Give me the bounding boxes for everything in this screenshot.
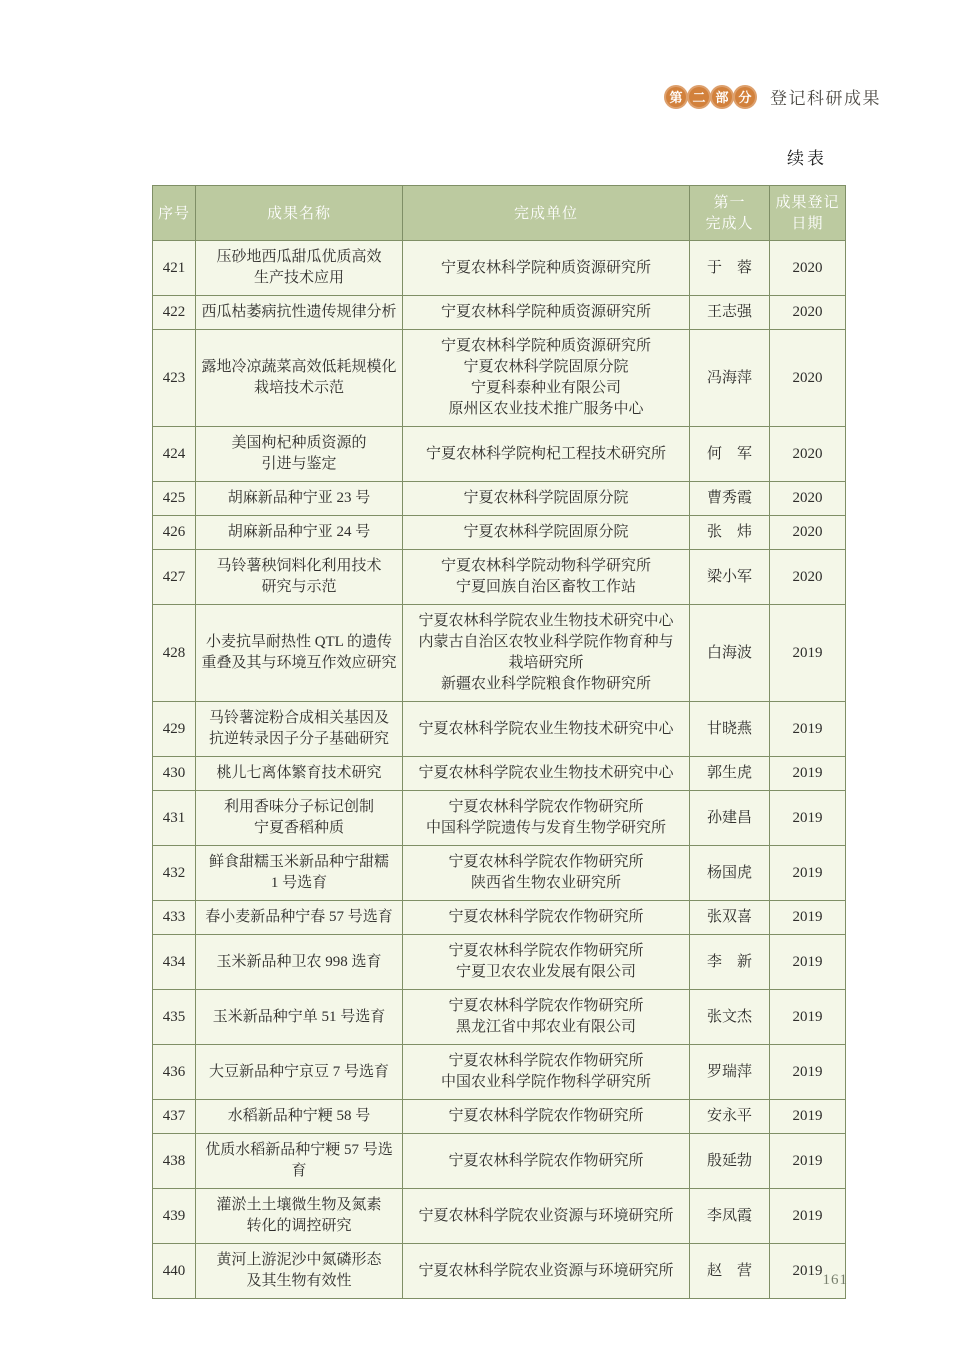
table-row xyxy=(153,901,846,935)
cell-first-completer: 郭生虎 xyxy=(690,757,770,791)
cell-achievement-name: 胡麻新品种宁亚 24 号 xyxy=(196,516,403,550)
cell-registration-date: 2019 xyxy=(770,935,846,990)
cell-achievement-name: 美国枸杞种质资源的 引进与鉴定 xyxy=(196,427,403,482)
cell-achievement-name: 马铃薯淀粉合成相关基因及 抗逆转录因子分子基础研究 xyxy=(196,702,403,757)
section-badge-circle: 二 xyxy=(687,85,711,109)
cell-first-completer: 曹秀霞 xyxy=(690,482,770,516)
cell-registration-date: 2020 xyxy=(770,550,846,605)
table-row xyxy=(153,605,846,702)
table-row xyxy=(153,1189,846,1244)
cell-achievement-name: 压砂地西瓜甜瓜优质高效 生产技术应用 xyxy=(196,241,403,296)
cell-registration-date: 2019 xyxy=(770,1189,846,1244)
table-row xyxy=(153,241,846,296)
cell-completing-unit: 宁夏农林科学院种质资源研究所 宁夏农林科学院固原分院 宁夏科泰种业有限公司 原州区农业技术推广服务中心 xyxy=(403,330,690,427)
cell-serial-number: 439 xyxy=(153,1189,196,1244)
cell-registration-date: 2019 xyxy=(770,1100,846,1134)
cell-achievement-name: 优质水稻新品种宁粳 57 号选育 xyxy=(196,1134,403,1189)
table-row xyxy=(153,516,846,550)
cell-completing-unit: 宁夏农林科学院农作物研究所 xyxy=(403,1100,690,1134)
table-row xyxy=(153,427,846,482)
cell-serial-number: 422 xyxy=(153,296,196,330)
cell-achievement-name: 胡麻新品种宁亚 23 号 xyxy=(196,482,403,516)
cell-first-completer: 赵 营 xyxy=(690,1244,770,1299)
column-header-unit: 完成单位 xyxy=(403,186,690,241)
cell-achievement-name: 鲜食甜糯玉米新品种宁甜糯 1 号选育 xyxy=(196,846,403,901)
cell-registration-date: 2020 xyxy=(770,427,846,482)
cell-registration-date: 2020 xyxy=(770,241,846,296)
cell-achievement-name: 西瓜枯萎病抗性遗传规律分析 xyxy=(196,296,403,330)
cell-achievement-name: 大豆新品种宁京豆 7 号选育 xyxy=(196,1045,403,1100)
table-row xyxy=(153,1045,846,1100)
cell-completing-unit: 宁夏农林科学院农业资源与环境研究所 xyxy=(403,1244,690,1299)
column-header-no: 序号 xyxy=(153,186,196,241)
cell-first-completer: 张文杰 xyxy=(690,990,770,1045)
table-header-row xyxy=(153,186,846,241)
cell-achievement-name: 水稻新品种宁粳 58 号 xyxy=(196,1100,403,1134)
cell-completing-unit: 宁夏农林科学院农作物研究所 宁夏卫农农业发展有限公司 xyxy=(403,935,690,990)
cell-completing-unit: 宁夏农林科学院农业资源与环境研究所 xyxy=(403,1189,690,1244)
cell-registration-date: 2019 xyxy=(770,990,846,1045)
cell-first-completer: 甘晓燕 xyxy=(690,702,770,757)
cell-first-completer: 王志强 xyxy=(690,296,770,330)
table-row xyxy=(153,330,846,427)
cell-first-completer: 冯海萍 xyxy=(690,330,770,427)
cell-completing-unit: 宁夏农林科学院固原分院 xyxy=(403,516,690,550)
cell-achievement-name: 灌淤土土壤微生物及氮素 转化的调控研究 xyxy=(196,1189,403,1244)
table-row xyxy=(153,757,846,791)
page-number: 161 xyxy=(822,1272,848,1288)
cell-completing-unit: 宁夏农林科学院农业生物技术研究中心 xyxy=(403,702,690,757)
cell-completing-unit: 宁夏农林科学院动物科学研究所 宁夏回族自治区畜牧工作站 xyxy=(403,550,690,605)
cell-first-completer: 梁小军 xyxy=(690,550,770,605)
cell-first-completer: 张双喜 xyxy=(690,901,770,935)
table-row xyxy=(153,846,846,901)
cell-achievement-name: 桃儿七离体繁育技术研究 xyxy=(196,757,403,791)
research-results-table xyxy=(152,185,846,1299)
cell-registration-date: 2019 xyxy=(770,702,846,757)
cell-achievement-name: 马铃薯秧饲料化利用技术 研究与示范 xyxy=(196,550,403,605)
section-header xyxy=(665,84,881,109)
cell-achievement-name: 露地冷凉蔬菜高效低耗规模化 栽培技术示范 xyxy=(196,330,403,427)
cell-first-completer: 于 蓉 xyxy=(690,241,770,296)
cell-first-completer: 孙建昌 xyxy=(690,791,770,846)
section-badge-circle: 第 xyxy=(664,85,688,109)
cell-serial-number: 424 xyxy=(153,427,196,482)
cell-registration-date: 2020 xyxy=(770,296,846,330)
column-header-date: 成果登记 日期 xyxy=(770,186,846,241)
table-row xyxy=(153,1100,846,1134)
table-row xyxy=(153,935,846,990)
cell-completing-unit: 宁夏农林科学院农业生物技术研究中心 xyxy=(403,757,690,791)
table-row xyxy=(153,791,846,846)
cell-registration-date: 2019 xyxy=(770,1045,846,1100)
section-badge-circle: 部 xyxy=(710,85,734,109)
continuation-label: 续表 xyxy=(787,149,827,168)
cell-achievement-name: 春小麦新品种宁春 57 号选育 xyxy=(196,901,403,935)
cell-first-completer: 安永平 xyxy=(690,1100,770,1134)
cell-completing-unit: 宁夏农林科学院农作物研究所 陕西省生物农业研究所 xyxy=(403,846,690,901)
cell-serial-number: 438 xyxy=(153,1134,196,1189)
table-row xyxy=(153,550,846,605)
cell-first-completer: 李 新 xyxy=(690,935,770,990)
cell-first-completer: 何 军 xyxy=(690,427,770,482)
cell-serial-number: 440 xyxy=(153,1244,196,1299)
cell-serial-number: 437 xyxy=(153,1100,196,1134)
section-badge xyxy=(665,85,757,109)
cell-first-completer: 李凤霞 xyxy=(690,1189,770,1244)
cell-completing-unit: 宁夏农林科学院农作物研究所 黑龙江省中邦农业有限公司 xyxy=(403,990,690,1045)
table-body xyxy=(153,241,846,1299)
cell-serial-number: 434 xyxy=(153,935,196,990)
cell-first-completer: 罗瑞萍 xyxy=(690,1045,770,1100)
cell-registration-date: 2020 xyxy=(770,516,846,550)
cell-achievement-name: 黄河上游泥沙中氮磷形态 及其生物有效性 xyxy=(196,1244,403,1299)
cell-serial-number: 427 xyxy=(153,550,196,605)
cell-serial-number: 433 xyxy=(153,901,196,935)
cell-serial-number: 432 xyxy=(153,846,196,901)
cell-completing-unit: 宁夏农林科学院农作物研究所 中国科学院遗传与发育生物学研究所 xyxy=(403,791,690,846)
cell-serial-number: 430 xyxy=(153,757,196,791)
table-row xyxy=(153,1134,846,1189)
cell-completing-unit: 宁夏农林科学院农作物研究所 xyxy=(403,901,690,935)
cell-completing-unit: 宁夏农林科学院固原分院 xyxy=(403,482,690,516)
cell-achievement-name: 小麦抗旱耐热性 QTL 的遗传 重叠及其与环境互作效应研究 xyxy=(196,605,403,702)
table-row xyxy=(153,702,846,757)
cell-achievement-name: 玉米新品种宁单 51 号选育 xyxy=(196,990,403,1045)
section-badge-circle: 分 xyxy=(733,85,757,109)
cell-registration-date: 2019 xyxy=(770,757,846,791)
cell-registration-date: 2019 xyxy=(770,901,846,935)
cell-serial-number: 423 xyxy=(153,330,196,427)
cell-registration-date: 2020 xyxy=(770,330,846,427)
table-row xyxy=(153,296,846,330)
cell-first-completer: 白海波 xyxy=(690,605,770,702)
cell-achievement-name: 玉米新品种卫农 998 选育 xyxy=(196,935,403,990)
cell-serial-number: 429 xyxy=(153,702,196,757)
table-row xyxy=(153,1244,846,1299)
cell-registration-date: 2019 xyxy=(770,605,846,702)
cell-serial-number: 431 xyxy=(153,791,196,846)
table-row xyxy=(153,990,846,1045)
cell-registration-date: 2019 xyxy=(770,846,846,901)
cell-completing-unit: 宁夏农林科学院种质资源研究所 xyxy=(403,241,690,296)
cell-registration-date: 2019 xyxy=(770,791,846,846)
cell-serial-number: 425 xyxy=(153,482,196,516)
cell-first-completer: 杨国虎 xyxy=(690,846,770,901)
cell-completing-unit: 宁夏农林科学院农作物研究所 中国农业科学院作物科学研究所 xyxy=(403,1045,690,1100)
cell-first-completer: 殷延勃 xyxy=(690,1134,770,1189)
cell-registration-date: 2020 xyxy=(770,482,846,516)
cell-achievement-name: 利用香味分子标记创制 宁夏香稻种质 xyxy=(196,791,403,846)
cell-completing-unit: 宁夏农林科学院农业生物技术研究中心 内蒙古自治区农牧业科学院作物育种与 栽培研究所 新疆农业科学院粮食作物研究所 xyxy=(403,605,690,702)
cell-completing-unit: 宁夏农林科学院农作物研究所 xyxy=(403,1134,690,1189)
cell-completing-unit: 宁夏农林科学院种质资源研究所 xyxy=(403,296,690,330)
cell-first-completer: 张 炜 xyxy=(690,516,770,550)
cell-completing-unit: 宁夏农林科学院枸杞工程技术研究所 xyxy=(403,427,690,482)
cell-serial-number: 428 xyxy=(153,605,196,702)
section-title: 登记科研成果 xyxy=(770,89,881,108)
cell-registration-date: 2019 xyxy=(770,1134,846,1189)
cell-serial-number: 435 xyxy=(153,990,196,1045)
cell-serial-number: 436 xyxy=(153,1045,196,1100)
cell-serial-number: 426 xyxy=(153,516,196,550)
column-header-person: 第一 完成人 xyxy=(690,186,770,241)
cell-registration-date: 2019 xyxy=(770,1244,846,1299)
column-header-name: 成果名称 xyxy=(196,186,403,241)
table-row xyxy=(153,482,846,516)
cell-serial-number: 421 xyxy=(153,241,196,296)
